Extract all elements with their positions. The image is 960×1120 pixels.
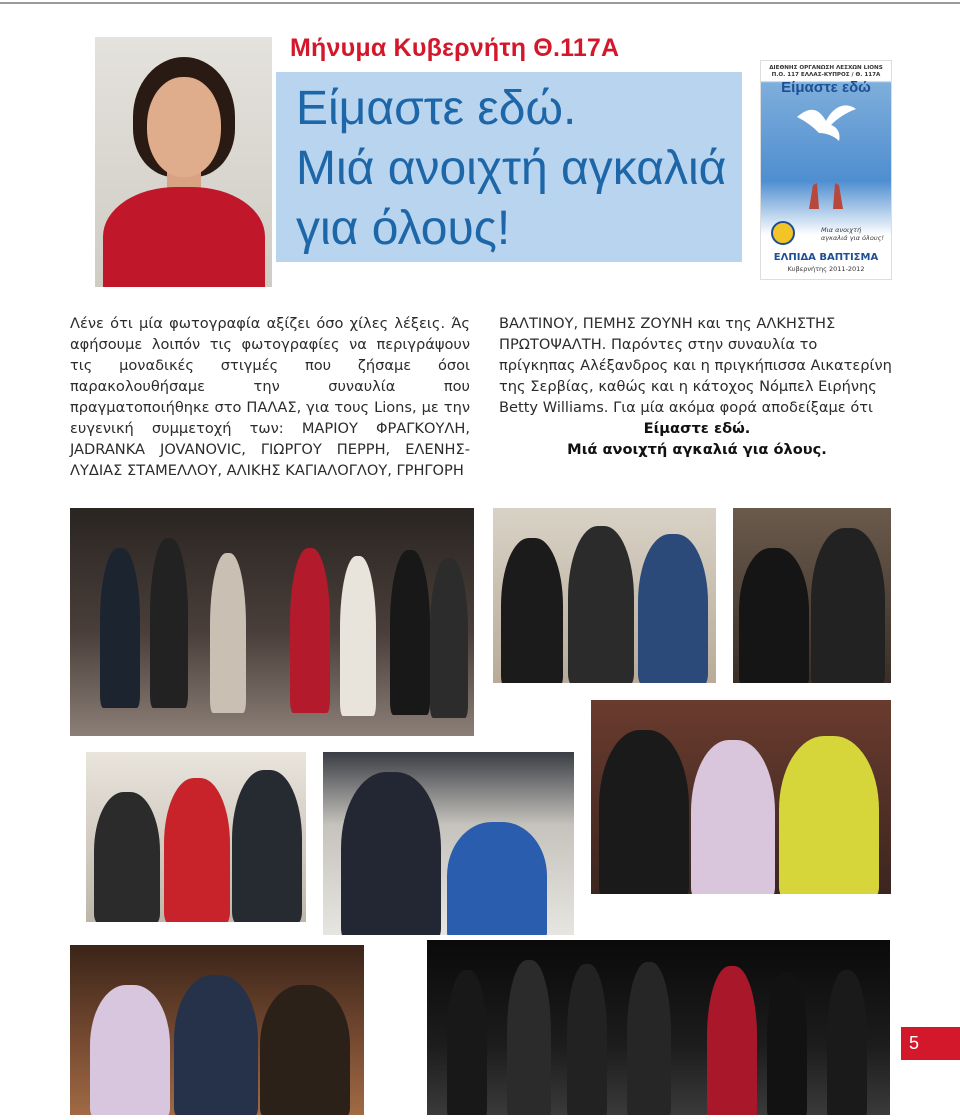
headline-line-1: Είμαστε εδώ.: [296, 82, 577, 135]
closing-line-2: Μιά ανοιχτή αγκαλιά για όλους.: [567, 441, 827, 458]
closing-line-1: Είμαστε εδώ.: [643, 420, 751, 437]
section-kicker: Μήνυμα Κυβερνήτη Θ.117Α: [290, 34, 620, 62]
cover-subtitle: Μια ανοιχτή αγκαλιά για όλους!: [821, 226, 885, 242]
magazine-cover: [760, 60, 892, 280]
photo-three-men: [493, 508, 716, 683]
cover-org-line-2: Π.Ο. 117 ΕΛΛΑΣ-ΚΥΠΡΟΣ / Θ. 117Α: [771, 72, 881, 78]
headline-line-3: για όλους!: [296, 202, 511, 255]
photo-man-and-lady: [323, 752, 574, 935]
body-column-1: Λένε ότι μία φωτογραφία αξίζει όσο χίλες λέξεις. Άς αφήσουμε λοιπόν τις φωτογραφίες να περιγράψουν τις μοναδικές στιγμές που ζήσαμε όσοι παρακολουθήσαμε την συναυλία που πραγματοποιήθηκε στο ΠΑΛΑΣ, για τους Lions, με την ευγενική συμμετοχή των: ΜΑΡΙΟΥ ΦΡΑΓΚΟΥΛΗ, JADRANKA JOVANOVIC, ΓΙΩΡΓΟΥ ΠΕΡΡΗ, ΕΛΕΝΗΣ-ΛΥΔΙΑΣ ΣΤΑΜΕΛΛΟΥ, ΑΛΙΚΗΣ ΚΑΓΙΑΛΟΓΛΟΥ, ΓΡΗΓΟΡΗ: [70, 315, 470, 479]
cover-footer-name: ΕΛΠΙΔΑ ΒΑΠΤΙΣΜΑ: [773, 252, 879, 263]
governor-portrait: [95, 37, 272, 287]
cover-footer-term: Κυβερνήτης 2011-2012: [787, 265, 865, 273]
photo-stage-finale: [427, 940, 890, 1115]
photo-woman-and-man: [733, 508, 891, 683]
photo-three-guests: [86, 752, 306, 922]
cover-org-line-1: ΔΙΕΘΝΗΣ ΟΡΓΑΝΩΣΗ ΛΕΣΧΩΝ LIONS: [769, 65, 883, 71]
dove-icon: [793, 99, 859, 145]
top-rule: [0, 2, 960, 4]
page-number: 5: [901, 1027, 960, 1060]
body-column-2: [499, 313, 895, 460]
body-column-2-text: ΒΑΛΤΙΝΟΥ, ΠΕΜΗΣ ΖΟΥΝΗ και της ΑΛΚΗΣΤΗΣ ΠΡΩΤΟΨΑΛΤΗ. Παρόντες στην συναυλία το πρίγκηπας Αλέξανδρος και η πριγκήπισσα Αικατερίνη της Σερβίας, καθώς και η κάτοχος Νόμπελ Ειρήνης Betty Williams. Για μία ακόμα φορά αποδείξαμε ότι: [499, 315, 892, 416]
photo-royal-guests: [70, 945, 364, 1115]
headline-line-2: Μιά ανοιχτή αγκαλιά: [296, 142, 727, 195]
lions-logo-icon: [771, 221, 795, 245]
headline: [296, 79, 726, 259]
photo-group-stage: [70, 508, 474, 736]
photo-ladies-group: [591, 700, 891, 894]
hands-icon: [803, 179, 849, 209]
cover-org: [765, 65, 887, 79]
cover-title: Είμαστε εδώ: [781, 79, 871, 96]
